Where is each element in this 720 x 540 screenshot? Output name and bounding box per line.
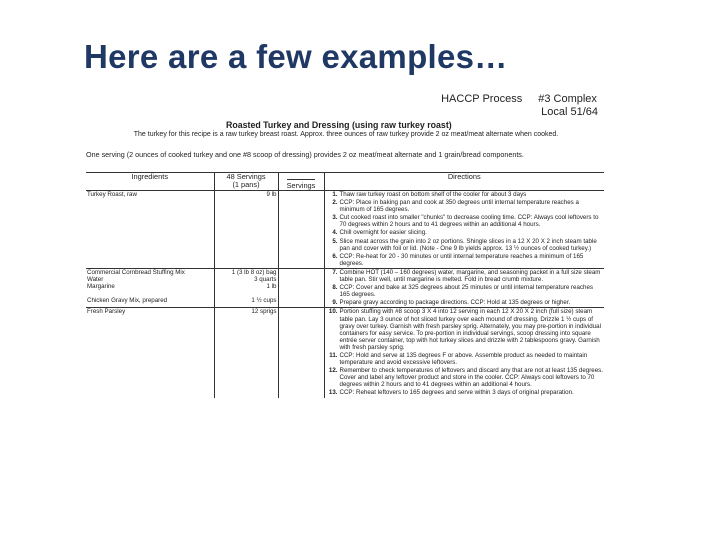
ingredient-quantities bbox=[214, 191, 278, 269]
direction-step: 1. Thaw raw turkey roast on bottom shelf of the cooler for about 3 days bbox=[332, 191, 527, 198]
ingredient-quantities bbox=[214, 268, 278, 307]
directions-cell bbox=[324, 268, 604, 307]
ingredient-name: Turkey Roast, raw bbox=[87, 191, 137, 198]
servings-cell bbox=[278, 268, 324, 307]
servings-cell bbox=[278, 191, 324, 269]
recipe-note: The turkey for this recipe is a raw turkey breast roast. Approx. three ounces of raw turkey provide 2 oz meat/meat alternate when cooked. bbox=[133, 131, 559, 138]
recipe-table-header bbox=[86, 173, 604, 191]
directions-cell bbox=[324, 308, 604, 398]
ingredient-qty: 1 lb bbox=[266, 283, 277, 291]
ingredients-header: Ingredients bbox=[86, 173, 214, 191]
direction-step: 5. Slice meat across the grain into 2 oz portions. Shingle slices in a 12 X 20 X 2 inch steam table pan and cover with foil or lid. (Note - One 9 lb yields approx. 13 ½ ounces of cooked turkey.) bbox=[332, 237, 597, 252]
direction-step: 10. Portion stuffing with #8 scoop 3 X 4 into 12 serving in each 12 X 20 X 2 inch (full size) steam table pan. Lay 3 ounce of hot sliced turkey over each mound of dressing. Drizzle 1 ½ cups of gravy over turkey. Garnish with fresh parsley sprig. Alternately, you may pre-portion in individual containers for easy service. To pre-portion in individual servings, scoop dressing into square entrée server container, top with hot turkey slices and drizzle with 2 tablespoons gravy. Garnish with fresh parsley sprig. bbox=[328, 308, 601, 351]
ingredient-qty: 12 sprigs bbox=[251, 308, 277, 316]
direction-step: 12. Remember to check temperatures of leftovers and discard any that are not at least 135 degrees. Cover and label any leftover product and store in the cooler. CCP: Always cool leftovers to 70 degrees within 2 hours and to 41 degrees within an additional 4 hours. bbox=[328, 367, 603, 389]
haccp-process-label: HACCP Process bbox=[441, 93, 523, 105]
ingredient-names bbox=[86, 191, 214, 269]
ingredient-name: Fresh Parsley bbox=[87, 308, 126, 316]
servings-blank bbox=[287, 173, 315, 180]
servings-label: Servings bbox=[286, 181, 316, 190]
directions-cell bbox=[324, 191, 604, 269]
servings-48-label: 48 Servings bbox=[226, 172, 266, 181]
recipe-group bbox=[86, 268, 604, 307]
ingredient-quantities bbox=[214, 308, 278, 398]
direction-step: 2. CCP: Place in baking pan and cook at 350 degrees until internal temperature reaches a minimum of 165 degrees. bbox=[332, 199, 579, 214]
direction-step: 9. Prepare gravy according to package directions. CCP: Hold at 135 degrees or higher. bbox=[332, 299, 571, 307]
recipe-group bbox=[86, 191, 604, 269]
ingredient-qty: 9 lb bbox=[266, 191, 277, 198]
servings-cell bbox=[278, 308, 324, 398]
direction-step: 6. CCP: Re-heat for 20 - 30 minutes or until internal temperature reaches a minimum of 165 degrees. bbox=[332, 252, 584, 267]
direction-step: 11. CCP: Hold and serve at 135 degrees F or above. Assemble product as needed to maintain temperature and avoid excessive leftovers. bbox=[329, 351, 588, 367]
directions-header: Directions bbox=[324, 173, 604, 191]
ingredient-qty: 1 (3 lb 8 oz) bag bbox=[231, 268, 277, 276]
direction-step: 4. Chill overnight for easier slicing. bbox=[332, 229, 427, 237]
haccp-complex-label: #3 Complex bbox=[538, 93, 597, 105]
ingredient-qty: 3 quarts bbox=[254, 276, 277, 284]
recipe-table bbox=[86, 172, 604, 398]
pans-label: (1 pans) bbox=[232, 180, 260, 189]
servings-48-header bbox=[214, 173, 278, 191]
serving-info: One serving (2 ounces of cooked turkey and one #8 scoop of dressing) provides 2 oz meat/meat alternate and 1 grain/bread components. bbox=[86, 150, 524, 159]
ingredient-names bbox=[86, 268, 214, 307]
direction-step: 3. Cut cooked roast into smaller "chunks" to decrease cooling time. CCP: Always cool leftovers to 70 degrees within 2 hours and to 41 degrees within an additional 4 hours. bbox=[332, 214, 599, 229]
direction-step: 7. Combine HOT (140 – 160 degrees) water, margarine, and seasoning packet in a full size steam table pan. Stir well, until margarine is melted. Fold in bread crumb mixture. bbox=[332, 268, 601, 284]
ingredient-name: Commercial Cornbread Stuffing Mix bbox=[87, 268, 185, 276]
recipe-document bbox=[86, 90, 604, 488]
ingredient-name: Chicken Gravy Mix, prepared bbox=[87, 297, 168, 305]
direction-step: 13. CCP: Reheat leftovers to 165 degrees and serve within 3 days of original preparation. bbox=[328, 389, 574, 397]
recipe-title: Roasted Turkey and Dressing (using raw turkey roast) bbox=[226, 120, 452, 130]
servings-header bbox=[278, 173, 324, 191]
ingredient-name: Water bbox=[87, 276, 104, 284]
recipe-group bbox=[86, 308, 604, 398]
recipe-local-number: Local 51/64 bbox=[541, 106, 598, 118]
direction-step: 8. CCP: Cover and bake at 325 degrees about 25 minutes or until internal temperature reaches 165 degrees. bbox=[332, 284, 593, 299]
ingredient-qty: 1 ½ cups bbox=[251, 297, 277, 305]
ingredient-name: Margarine bbox=[87, 283, 115, 291]
haccp-header bbox=[441, 93, 598, 119]
ingredient-names bbox=[86, 308, 214, 398]
slide-title: Here are a few examples… bbox=[84, 38, 508, 75]
